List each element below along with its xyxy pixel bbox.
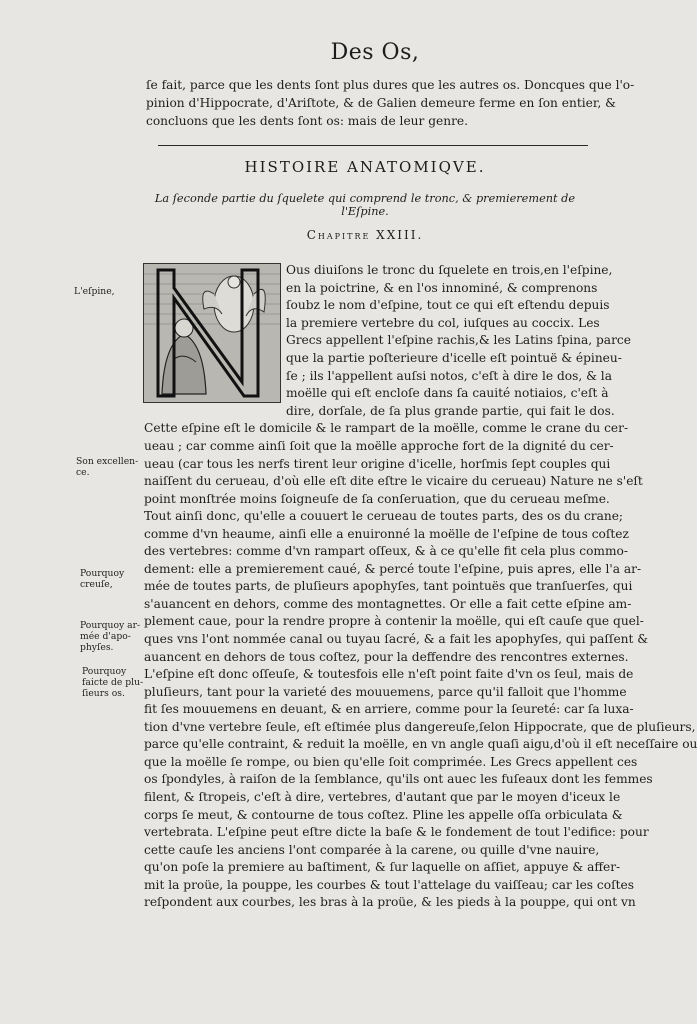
margin-note	[74, 286, 115, 297]
body-line: cette cauſe les anciens l'ont comparée à la carene, ou quille d'vne nauire,	[144, 842, 600, 857]
margin-note-line: ce.	[76, 467, 90, 478]
margin-note-line: faicte de plu-	[82, 677, 144, 688]
chapter-heading: Chapitre XXIII.	[306, 228, 424, 242]
body-line: Grecs appellent l'eſpine rachis,& les Latins ſpina, parce	[286, 333, 631, 348]
margin-note-line: phyſes.	[80, 642, 114, 653]
body-line: fit ſes mouuemens en deuant, & en arriere, comme pour la ſeureté: car ſa luxa-	[144, 702, 634, 717]
body-line: point monſtrée moins ſoigneuſe de ſa conſeruation, que du cerueau meſme.	[144, 491, 610, 506]
margin-note-line: Son excellen-	[76, 456, 139, 467]
body-line: L'eſpine eſt donc oſſeuſe, & toutesfois elle n'eſt point faite d'vn os ſeul, mais de	[144, 667, 634, 682]
body-line: naiſſent du cerueau, d'où elle eſt dite eſtre le vicaire du cerueau) Nature ne s'eſt	[144, 474, 643, 489]
body-line: en la poictrine, & en l'os innominé, & comprenons	[286, 280, 598, 295]
body-line: moëlle qui eſt encloſe dans ſa cauité notiaios, c'eſt à	[286, 386, 609, 401]
margin-note-line: ſieurs os.	[82, 688, 125, 699]
body-line: dement: elle a premierement caué, & percé toute l'eſpine, puis apres, elle l'a ar-	[144, 561, 642, 576]
margin-note-line: creuſe,	[80, 579, 113, 590]
body-line: vertebrata. L'eſpine peut eſtre dicte la baſe & le fondement de tout l'edifice: pour	[144, 825, 649, 840]
body-line: os ſpondyles, à raiſon de la ſemblance, qu'ils ont auec les fuſeaux dont les femmes	[144, 772, 653, 787]
body-line: ſe ; ils l'appellent auſsi notos, c'eſt à dire le dos, & la	[286, 368, 612, 383]
margin-note	[80, 568, 124, 590]
body-line: tion d'vne vertebre ſeule, eſt eſtimée plus dangereuſe,ſelon Hippocrate, que de pluſieurs,	[144, 719, 696, 734]
body-line: Tout ainſi donc, qu'elle a couuert le cerueau de toutes parts, des os du crane;	[144, 509, 624, 524]
body-line: Cette eſpine eſt le domicile & le rampart de la moëlle, comme le crane du cer-	[144, 421, 629, 436]
margin-note	[76, 456, 138, 478]
section-title: HISTOIRE ANATOMIQVE.	[244, 158, 486, 176]
body-line: filent, & ſtropeis, c'eſt à dire, vertebres, d'autant que par le moyen d'iceux le	[144, 789, 621, 804]
body-line: que la partie poſterieure d'icelle eſt pointuë & épineu-	[286, 351, 622, 365]
body-line: que la moëlle ſe rompe, ou bien qu'elle ſoit comprimée. Les Grecs appellent ces	[144, 754, 638, 769]
body-line: s'auancent en dehors, comme des montagnettes. Or elle a fait cette eſpine am-	[144, 596, 632, 611]
opening-line: pinion d'Hippocrate, d'Ariſtote, & de Galien demeure ferme en ſon entier, &	[146, 96, 616, 110]
body-line: reſpondent aux courbes, les bras à la proüe, & les pieds à la pouppe, qui ont vn	[144, 895, 636, 910]
margin-note	[80, 620, 140, 653]
body-line: auancent en dehors de tous coſtez, pour la deffendre des rencontres externes.	[144, 649, 629, 664]
margin-note-line: Pourquoy ar-	[80, 620, 141, 631]
body-line: mée de toutes parts, de pluſieurs apophyſes, tant pointuës que tranſuerſes, qui	[144, 579, 633, 594]
body-line: ſoubz le nom d'eſpine, tout ce qui eſt eſtendu depuis	[286, 298, 610, 313]
body-line: comme d'vn heaume, ainſi elle a enuironné la moëlle de l'eſpine de tous coſtez	[144, 526, 629, 541]
body-line: corps ſe meut, & contourne de tous coſtez. Pline les appelle oſſa orbiculata &	[144, 807, 623, 822]
body-line: Ous diuiſons le tronc du ſquelete en trois,en l'eſpine,	[286, 263, 613, 277]
body-line: pluſieurs, tant pour la varieté des mouuemens, parce qu'il falloit que l'homme	[144, 684, 627, 699]
margin-note-line: mée d'apo-	[80, 631, 131, 642]
running-head: Des Os,	[330, 40, 420, 65]
margin-note-line: Pourquoy	[82, 666, 127, 677]
opening-line: concluons que les dents ſont os: mais de leur genre.	[146, 114, 468, 128]
body-line: mit la proüe, la pouppe, les courbes & tout l'attelage du vaiſſeau; car les coſtes	[144, 877, 634, 892]
opening-line: ſe fait, parce que les dents ſont plus dures que les autres os. Doncques que l'o-	[146, 78, 635, 92]
margin-note-line: Pourquoy	[80, 568, 125, 579]
body-line: parce qu'elle contraint, & reduit la moëlle, en vn angle quaſi aigu,d'où il eſt neceſſaire ou	[144, 737, 697, 752]
body-line: dire, dorſale, de ſa plus grande partie, qui fait le dos.	[286, 403, 615, 418]
body-line: ques vns l'ont nommée canal ou tuyau ſacré, & a fait les apophyſes, qui paſſent &	[144, 632, 649, 646]
body-line: ueau (car tous les nerfs tirent leur origine d'icelle, horſmis ſept couples qui	[144, 456, 611, 471]
body-line: des vertebres: comme d'vn rampart oſſeux, & à ce qu'elle fit cela plus commo-	[144, 544, 628, 559]
margin-note	[82, 666, 143, 699]
body-line: plement caue, pour la rendre propre à contenir la moëlle, qui eſt cauſe que quel-	[144, 614, 644, 629]
margin-note-line: L'eſpine,	[74, 286, 115, 297]
body-line: la premiere vertebre du col, iuſques au coccix. Les	[286, 315, 600, 330]
body-line: qu'on poſe la premiere au baſtiment, & ſur laquelle on aſſiet, appuye & affer-	[144, 860, 621, 875]
body-line: ueau ; car comme ainſi ſoit que la moëlle approche fort de la dignité du cer-	[144, 438, 614, 453]
section-subtitle: La ſeconde partie du ſquelete qui comprend le tronc, & premierement de l'Eſpine.	[154, 192, 576, 218]
